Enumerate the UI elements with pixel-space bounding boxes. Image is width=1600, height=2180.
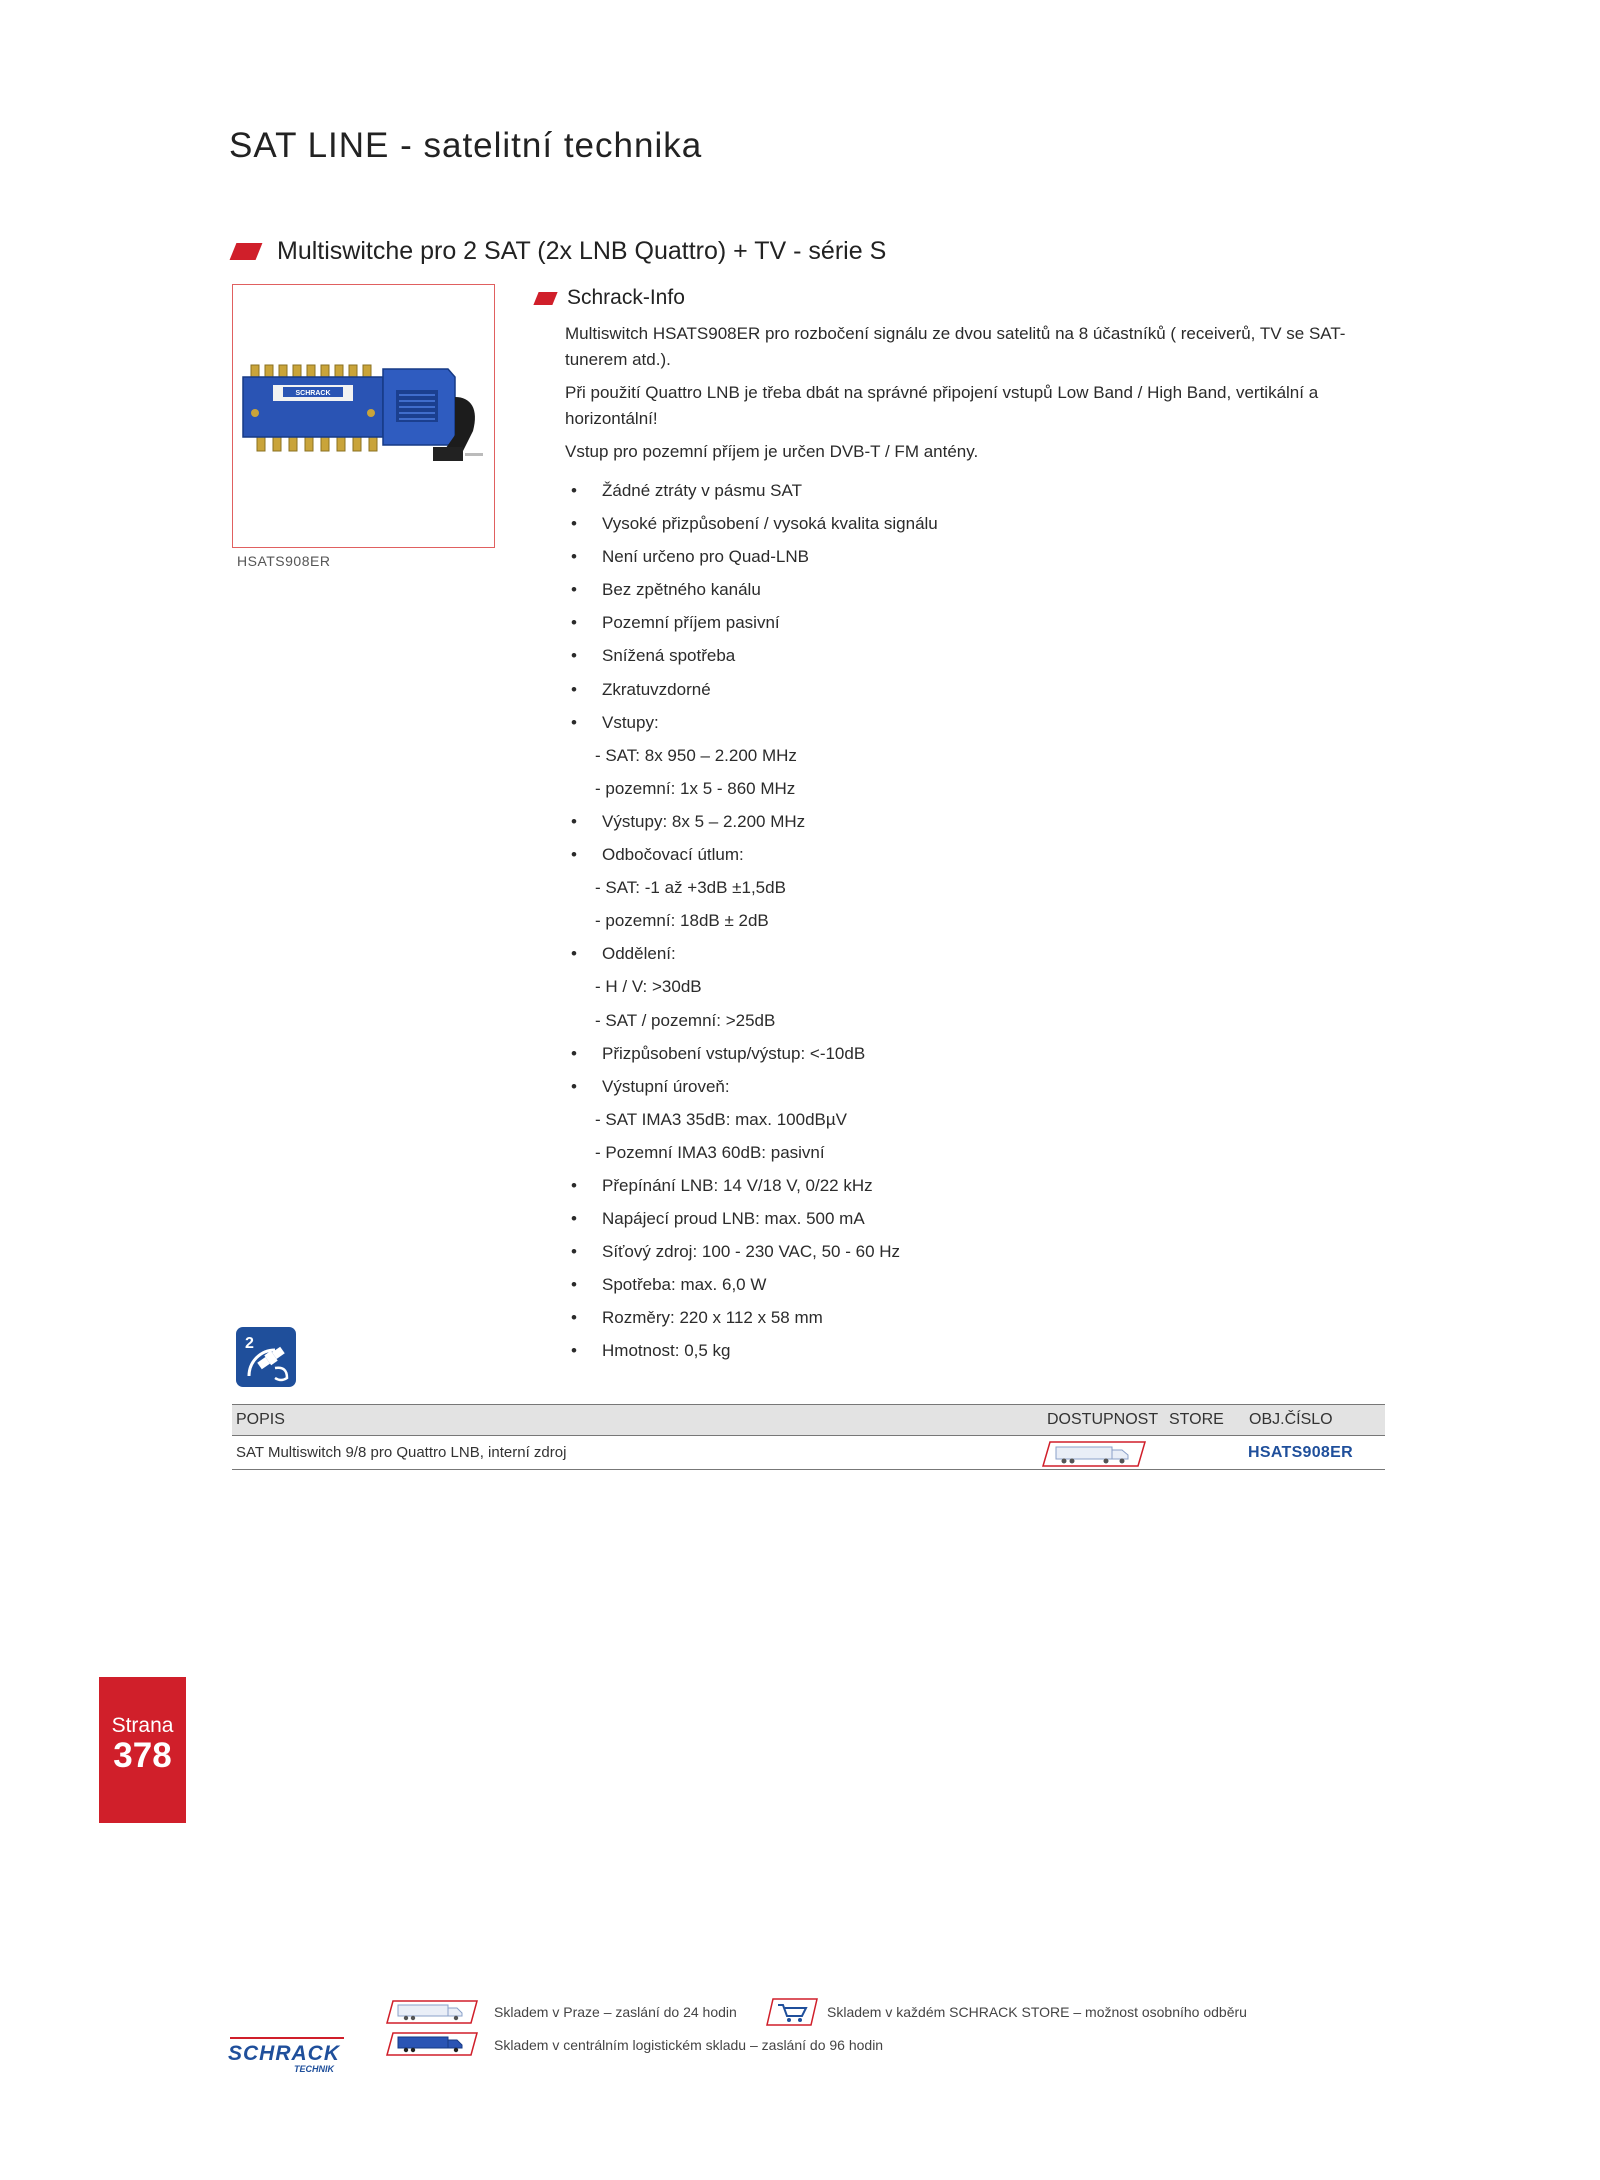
schrack-technik-logo	[224, 2032, 350, 2076]
row-description: SAT Multiswitch 9/8 pro Quattro LNB, interní zdroj	[236, 1444, 567, 1461]
shopping-cart-icon	[766, 1998, 818, 2026]
info-paragraph: Multiswitch HSATS908ER pro rozbočení signálu ze dvou satelitů na 8 účastníků ( receiverů, TV se SAT-tunerem atd.).	[565, 324, 1346, 369]
feature-item: • Síťový zdroj: 100 - 230 VAC, 50 - 60 Hz	[565, 1235, 1365, 1268]
svg-text:2: 2	[245, 1335, 254, 1352]
feature-item: • Pozemní příjem pasivní	[565, 606, 1365, 639]
svg-text:SCHRACK: SCHRACK	[295, 390, 331, 397]
info-paragraph: Při použití Quattro LNB je třeba dbát na správné připojení vstupů Low Band / High Band, vertikální a horizontální!	[565, 383, 1319, 428]
feature-item: • Oddělení:	[565, 937, 1365, 970]
info-title: Schrack-Info	[567, 286, 685, 309]
feature-item: • Žádné ztráty v pásmu SAT	[565, 474, 1365, 507]
red-flag-icon	[533, 292, 557, 305]
red-flag-icon	[230, 243, 263, 260]
feature-item: • Spotřeba: max. 6,0 W	[565, 1268, 1365, 1301]
info-description	[565, 321, 1365, 473]
feature-item: • Bez zpětného kanálu	[565, 573, 1365, 606]
page-number-tab	[99, 1677, 186, 1823]
feature-subitem: - SAT / pozemní: >25dB	[595, 1010, 776, 1030]
multiswitch-device-image	[233, 285, 493, 545]
truck-central-icon	[386, 2032, 478, 2056]
svg-text:SCHRACK: SCHRACK	[228, 2042, 340, 2065]
legend-prague: Skladem v Praze – zaslání do 24 hodin	[494, 2004, 737, 2020]
page-label: Strana	[111, 1714, 174, 1737]
feature-subitem: - SAT: 8x 950 – 2.200 MHz	[595, 745, 797, 765]
feature-item: • Rozměry: 220 x 112 x 58 mm	[565, 1301, 1365, 1334]
feature-item: • Není určeno pro Quad-LNB	[565, 540, 1365, 573]
truck-prague-icon	[386, 2000, 478, 2024]
order-number-link[interactable]: HSATS908ER	[1248, 1444, 1353, 1461]
feature-item: • Výstupy: 8x 5 – 2.200 MHz	[565, 805, 1365, 838]
legend-store: Skladem v každém SCHRACK STORE – možnost osobního odběru	[827, 2004, 1247, 2020]
svg-text:TECHNIK: TECHNIK	[294, 2064, 334, 2074]
two-satellite-pictogram-icon	[235, 1326, 297, 1388]
info-heading	[536, 286, 685, 310]
legend-central: Skladem v centrálním logistickém skladu – zaslání do 96 hodin	[494, 2037, 884, 2053]
section-title: Multiswitche pro 2 SAT (2x LNB Quattro) + TV - série S	[277, 237, 887, 265]
table-row	[232, 1438, 1385, 1470]
feature-list	[565, 474, 1365, 1368]
feature-item: • Zkratuvzdorné	[565, 673, 1365, 706]
feature-item: • Přizpůsobení vstup/výstup: <-10dB	[565, 1037, 1365, 1070]
feature-subitem: - SAT: -1 až +3dB ±1,5dB	[595, 878, 786, 898]
feature-item: • Přepínání LNB: 14 V/18 V, 0/22 kHz	[565, 1169, 1365, 1202]
feature-item: • Výstupní úroveň:	[565, 1070, 1365, 1103]
feature-item: • Napájecí proud LNB: max. 500 mA	[565, 1202, 1365, 1235]
schrack-brand-label	[283, 387, 343, 397]
feature-item: • Hmotnost: 0,5 kg	[565, 1334, 1365, 1367]
page-title: SAT LINE - satelitní technika	[229, 126, 703, 165]
product-image-caption: HSATS908ER	[237, 553, 331, 569]
col-dostupnost: DOSTUPNOST	[1047, 1411, 1159, 1428]
feature-subitem: - pozemní: 1x 5 - 860 MHz	[595, 778, 796, 798]
feature-item: • Odbočovací útlum:	[565, 838, 1365, 871]
feature-subitem: - pozemní: 18dB ± 2dB	[595, 911, 769, 931]
feature-subitem: - Pozemní IMA3 60dB: pasivní	[595, 1142, 825, 1162]
col-obj-cislo: OBJ.ČÍSLO	[1249, 1411, 1333, 1428]
product-image-frame	[232, 284, 495, 548]
section-heading	[233, 237, 886, 266]
col-store: STORE	[1169, 1411, 1224, 1428]
truck-availability-icon	[1042, 1441, 1146, 1467]
feature-subitem: - SAT IMA3 35dB: max. 100dBµV	[595, 1109, 848, 1129]
feature-item: • Vstupy:	[565, 706, 1365, 739]
col-popis: POPIS	[236, 1411, 285, 1428]
product-table-header	[232, 1404, 1385, 1436]
feature-subitem: - H / V: >30dB	[595, 977, 702, 997]
feature-item: • Snížená spotřeba	[565, 639, 1365, 672]
info-paragraph: Vstup pro pozemní příjem je určen DVB-T / FM antény.	[565, 442, 979, 461]
page-number: 378	[113, 1736, 172, 1775]
feature-item: • Vysoké přizpůsobení / vysoká kvalita signálu	[565, 507, 1365, 540]
